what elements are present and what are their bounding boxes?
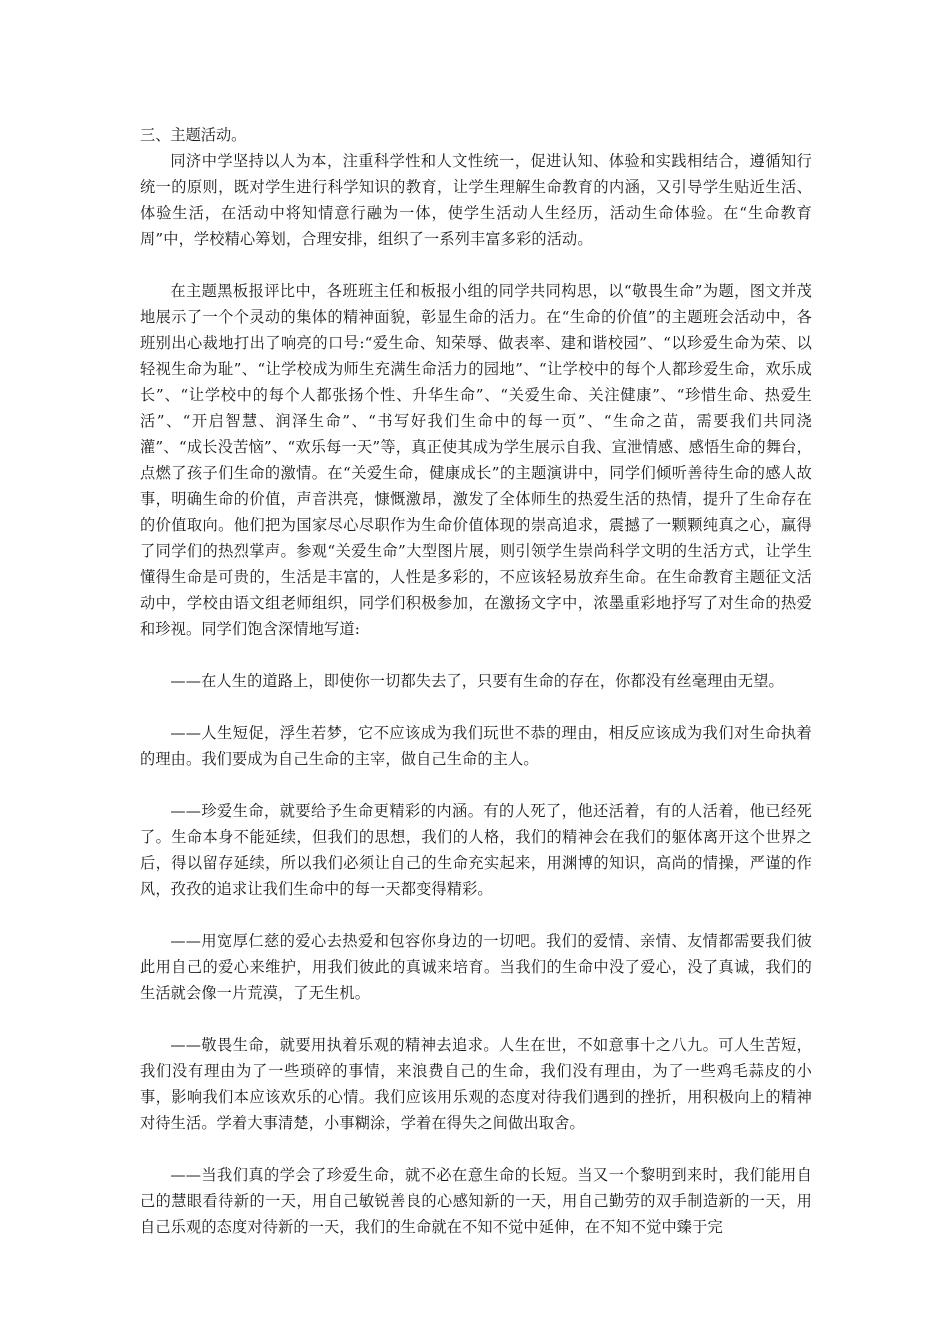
paragraph-gap xyxy=(140,1006,812,1032)
quote-paragraph-3: ——珍爱生命，就要给予生命更精彩的内涵。有的人死了，他还活着，有的人活着，他已经死了。生命本身不能延续，但我们的思想，我们的人格，我们的精神会在我们的躯体离开这个世界之后，得以留存延续，所以我们必须让自己的生命充实起来，用渊博的知识，高尚的情操，严谨的作风，孜孜的追求让我们生命中的每一天都变得精彩。 xyxy=(140,802,812,898)
paragraph-gap xyxy=(140,642,812,668)
activities-paragraph: 在主题黑板报评比中，各班班主任和板报小组的同学共同构思，以“敬畏生命”为题，图文并茂地展示了一个个灵动的集体的精神面貌，彰显生命的活力。在“生命的价值”的主题班会活动中，各班别出心裁地打出了响亮的口号:“爱生命、知荣辱、做表率、建和谐校园”、“以珍爱生命为荣、以轻视生命为耻”、“让学校成为师生充满生命活力的园地”、“让学校中的每个人都珍爱生命，欢乐成长”、“让学校中的每个人都张扬个性、升华生命”、“关爱生命、关注健康”、“珍惜生命、热爱生活”、“开启智慧、润泽生命”、“书写好我们生命中的每一页”、“生命之苗，需要我们共同浇灌”、“成长没苦恼”、“欢乐每一天”等，真正使其成为学生展示自我、宣泄情感、感悟生命的舞台，点燃了孩子们生命的激情。在“关爱生命，健康成长”的主题演讲中，同学们倾听善待生命的感人故事，明确生命的价值，声音洪亮，慷慨激昂，激发了全体师生的热爱生活的热情，提升了生命存在的价值取向。他们把为国家尽心尽职作为生命价值体现的崇高追求，震撼了一颗颗纯真之心，赢得了同学们的热烈掌声。参观“关爱生命”大型图片展，则引领学生崇尚科学文明的生活方式，让学生懂得生命是可贵的，生活是丰富的，人性是多彩的，不应该轻易放弃生命。在生命教育主题征文活动中，学校由语文组老师组织，同学们积极参加，在激扬文字中，浓墨重彩地抒写了对生命的热爱和珍视。同学们饱含深情地写道: xyxy=(140,282,812,638)
quote-paragraph-6: ——当我们真的学会了珍爱生命，就不必在意生命的长短。当又一个黎明到来时，我们能用自己的慧眼看待新的一天，用自己敏锐善良的心感知新的一天，用自己勤劳的双手制造新的一天，用自己乐观的态度对待新的一天，我们的生命就在不知不觉中延伸，在不知不觉中臻于完 xyxy=(140,1166,812,1236)
section-heading: 三、主题活动。 xyxy=(140,126,247,144)
paragraph-gap xyxy=(140,1136,812,1162)
quote-paragraph-1: ——在人生的道路上，即使你一切都失去了，只要有生命的存在，你都没有丝毫理由无望。 xyxy=(170,672,784,690)
quote-paragraph-4: ——用宽厚仁慈的爱心去热爱和包容你身边的一切吧。我们的爱情、亲情、友情都需要我们彼此用自己的爱心来维护，用我们彼此的真诚来培育。当我们的生命中没了爱心，没了真诚，我们的生活就会像一片荒漠，了无生机。 xyxy=(140,932,812,1002)
intro-paragraph: 同济中学坚持以人为本，注重科学性和人文性统一，促进认知、体验和实践相结合，遵循知行统一的原则，既对学生进行科学知识的教育，让学生理解生命教育的内涵，又引导学生贴近生活、体验生活，在活动中将知情意行融为一体，使学生活动人生经历，活动生命体验。在“生命教育周”中，学校精心筹划，合理安排，组织了一系列丰富多彩的活动。 xyxy=(140,152,812,248)
paragraph-gap xyxy=(140,694,812,720)
document-page xyxy=(140,122,812,1240)
paragraph-gap xyxy=(140,772,812,798)
paragraph-gap xyxy=(140,252,812,278)
paragraph-gap xyxy=(140,902,812,928)
quote-paragraph-2: ——人生短促，浮生若梦，它不应该成为我们玩世不恭的理由，相反应该成为我们对生命执着的理由。我们要成为自己生命的主宰，做自己生命的主人。 xyxy=(140,724,812,768)
quote-paragraph-5: ——敬畏生命，就要用执着乐观的精神去追求。人生在世，不如意事十之八九。可人生苦短，我们没有理由为了一些琐碎的事情，来浪费自己的生命，我们没有理由，为了一些鸡毛蒜皮的小事，影响我们本应该欢乐的心情。我们应该用乐观的态度对待我们遇到的挫折，用积极向上的精神对待生活。学着大事清楚，小事糊涂，学着在得失之间做出取舍。 xyxy=(140,1036,812,1132)
